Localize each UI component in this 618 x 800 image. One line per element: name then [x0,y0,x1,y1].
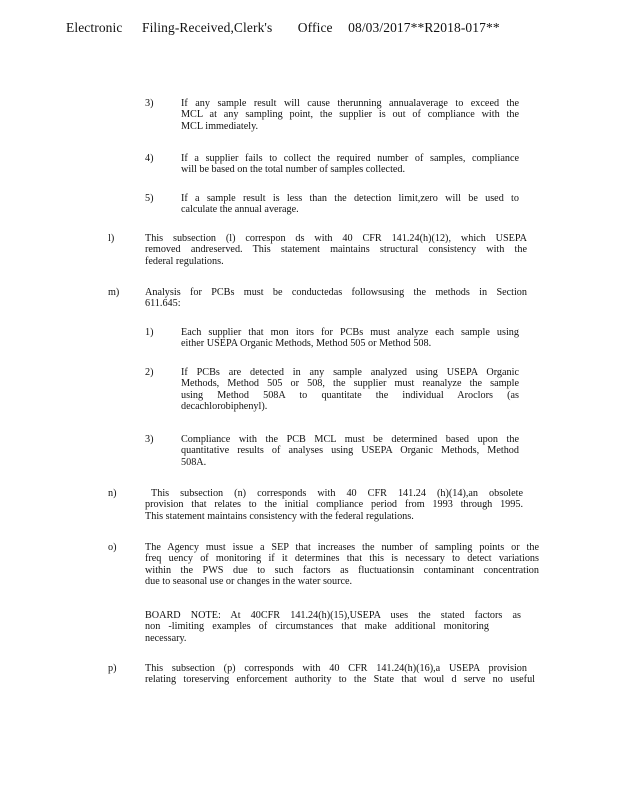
text-line: BOARD NOTE: At 40CFR 141.24(h)(15),USEPA uses the stated factors as [145,610,521,621]
text-line: If any sample result will cause therunning annualaverage to exceed the [181,98,519,109]
board-note [145,610,521,644]
text-line: non -limiting examples of circumstances that make additional monitoring [145,621,489,633]
text-line: relating toreserving enforcement authority to the State that woul d serve no useful [145,674,535,686]
text-line: Each supplier that mon itors for PCBs must analyze each sample using [181,327,519,338]
item-text [181,193,519,216]
text-line: 508A. [181,456,207,468]
item-label: 3) [145,98,154,109]
item-label: l) [108,233,115,244]
item-text [181,327,519,350]
text-line: Methods, Method 505 or 508, the supplier must reanalyze the sample [181,378,519,390]
text-line: quantitative results of analyses using USEPA Organic Methods, Method [181,445,519,457]
header-word-filing: Filing-Received,Clerk's [141,20,273,35]
text-line: using Method 508A to quantitate the individual Aroclors (as [181,389,519,401]
item-text [145,488,523,522]
text-line: decachlorobiphenyl). [181,401,268,413]
item-label: n) [108,488,117,499]
text-line: MCL at any sampling point, the supplier is out of compliance with the [181,109,519,121]
item-text [181,434,519,468]
item-label: m) [108,287,120,298]
text-line: If PCBs are detected in any sample analyzed using USEPA Organic [181,367,519,378]
item-text [145,287,527,310]
header-word-office: Office [297,20,333,35]
header-filing-id: 08/03/2017**R2018-017** [348,20,500,35]
text-line: due to seasonal use or changes in the water source. [145,576,353,588]
text-line: will be based on the total number of samples collected. [181,164,406,176]
text-line: within the PWS due to such factors as fluctuationsin contaminant concentration [145,564,539,576]
item-label: 4) [145,153,154,164]
text-line: freq uency of monitoring if it determines that this is necessary to detect variations [145,553,539,565]
text-line: If a sample result is less than the detection limit,zero will be used to [181,193,519,204]
item-text [145,233,527,267]
text-line: calculate the annual average. [181,204,299,216]
text-line: necessary. [145,632,187,644]
text-line: The Agency must issue a SEP that increases the number of sampling points or the [145,542,539,553]
item-label: o) [108,542,117,553]
filing-header [66,20,500,36]
text-line: This statement maintains consistency with the federal regulations. [145,510,414,522]
text-line: This subsection (n) corresponds with 40 CFR 141.24 (h)(14),an obsolete [151,488,523,499]
item-label: 3) [145,434,154,445]
item-text [181,98,519,132]
text-line: federal regulations. [145,255,224,267]
item-text [181,153,519,176]
item-text [145,542,539,588]
item-label: 5) [145,193,154,204]
header-word-electronic: Electronic [66,20,123,35]
text-line: This subsection (p) corresponds with 40 CFR 141.24(h)(16),a USEPA provision [145,663,527,674]
text-line: removed andreserved. This statement maintains structural consistency with the [145,244,527,256]
text-line: either USEPA Organic Methods, Method 505 or Method 508. [181,338,432,350]
text-line: If a supplier fails to collect the required number of samples, compliance [181,153,519,164]
item-text [181,367,519,413]
item-label: 2) [145,367,154,378]
text-line: Analysis for PCBs must be conductedas followsusing the methods in Section [145,287,527,298]
text-line: Compliance with the PCB MCL must be determined based upon the [181,434,519,445]
text-line: MCL immediately. [181,120,259,132]
item-text [145,663,535,686]
item-label: p) [108,663,117,674]
text-line: provision that relates to the initial compliance period from 1993 through 1995. [145,499,523,511]
text-line: This subsection (l) correspon ds with 40 CFR 141.24(h)(12), which USEPA [145,233,527,244]
text-line: 611.645: [145,298,181,310]
item-label: 1) [145,327,154,338]
